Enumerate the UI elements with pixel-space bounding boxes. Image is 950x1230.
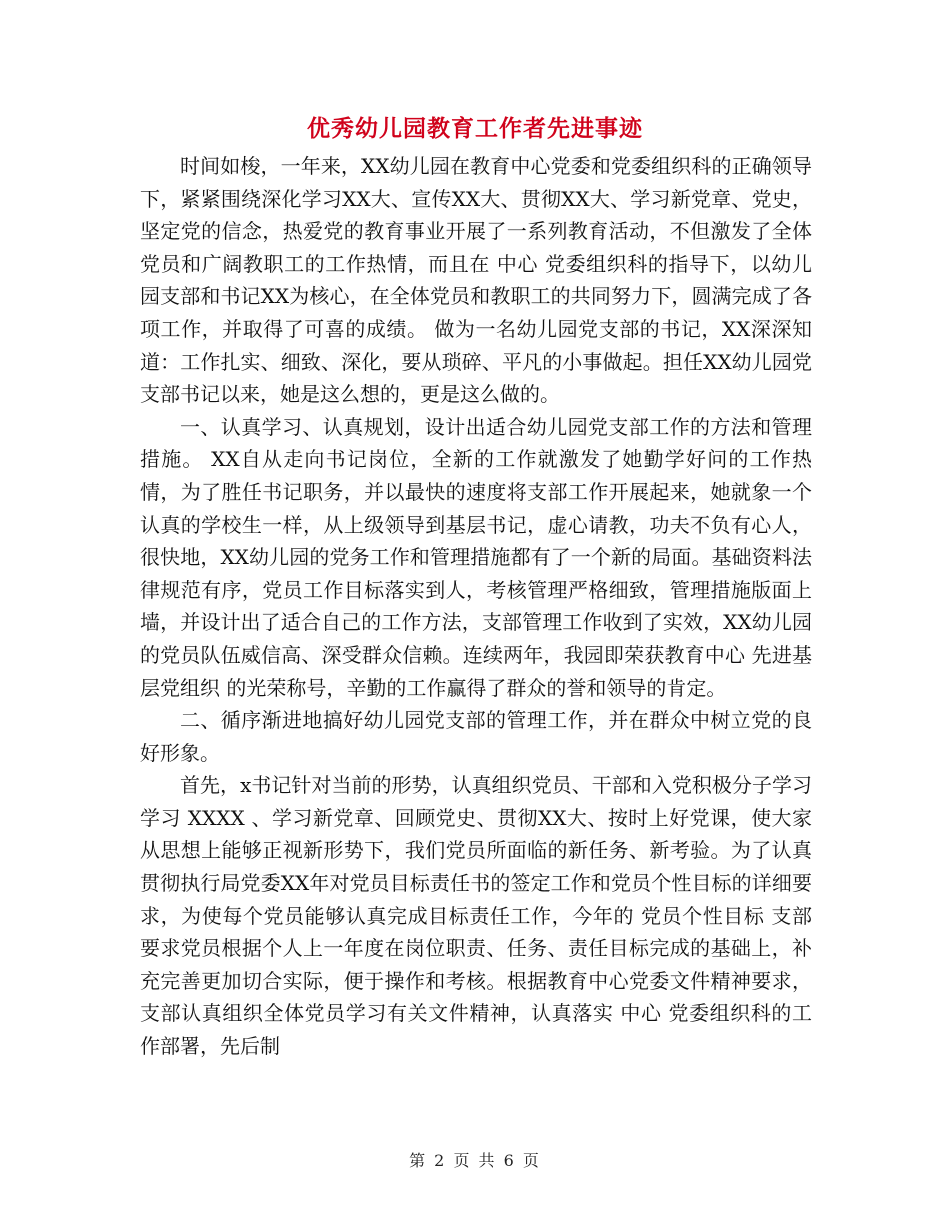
paragraph-section-two-body: 首先，x书记针对当前的形势，认真组织党员、干部和入党积极分子学习学习 XXXX 、学习新党章、回顾党史、贯彻XX大、按时上好党课，使大家从思想上能够正视新形势下，我们党员所面临的新任务、新考验。为了认真贯彻执行局党委XX年对党员目标责任书的签定工作和党员个性目标的详细要求，为使每个党员能够认真完成目标责任工作，今年的 党员个性目标 支部要求党员根据个人上一年度在岗位职责、任务、责任目标完成的基础上，补充完善更加切合实际，便于操作和考核。根据教育中心党委文件精神要求，支部认真组织全体党员学习有关文件精神，认真落实 中心 党委组织科的工作部署，先后制 (140, 773, 812, 1059)
paragraph-section-one: 一、认真学习、认真规划，设计出适合幼儿园党支部工作的方法和管理措施。 XX自从走向书记岗位，全新的工作就激发了她勤学好问的工作热情，为了胜任书记职务，并以最快的速度将支部工作开展起来，她就象一个认真的学校生一样，从上级领导到基层书记，虚心请教，功夫不负有心人，很快地，XX幼儿园的党务工作和管理措施都有了一个新的局面。基础资料法律规范有序，党员工作目标落实到人，考核管理严格细致，管理措施版面上墙，并设计出了适合自己的工作方法，支部管理工作收到了实效，XX幼儿园的党员队伍威信高、深受群众信赖。连续两年，我园即荣获教育中心 先进基层党组织 的光荣称号，辛勤的工作赢得了群众的誉和领导的肯定。 (140, 414, 812, 700)
page-number-footer: 第 2 页 共 6 页 (409, 1151, 541, 1170)
document-body (140, 150, 812, 1063)
document-title: 优秀幼儿园教育工作者先进事迹 (307, 115, 643, 142)
paragraph-section-two-heading: 二、循序渐进地搞好幼儿园党支部的管理工作，并在群众中树立党的良好形象。 (140, 708, 812, 765)
paragraph-intro: 时间如梭，一年来，XX幼儿园在教育中心党委和党委组织科的正确领导下，紧紧围绕深化学习XX大、宣传XX大、贯彻XX大、学习新党章、党史，坚定党的信念，热爱党的教育事业开展了一系列教育活动，不但激发了全体党员和广阔教职工的工作热情，而且在 中心 党委组织科的指导下，以幼儿园支部和书记XX为核心，在全体党员和教职工的共同努力下，圆满完成了各项工作，并取得了可喜的成绩。 做为一名幼儿园党支部的书记，XX深深知道：工作扎实、细致、深化，要从琐碎、平凡的小事做起。担任XX幼儿园党支部书记以来，她是这么想的，更是这么做的。 (140, 154, 812, 407)
